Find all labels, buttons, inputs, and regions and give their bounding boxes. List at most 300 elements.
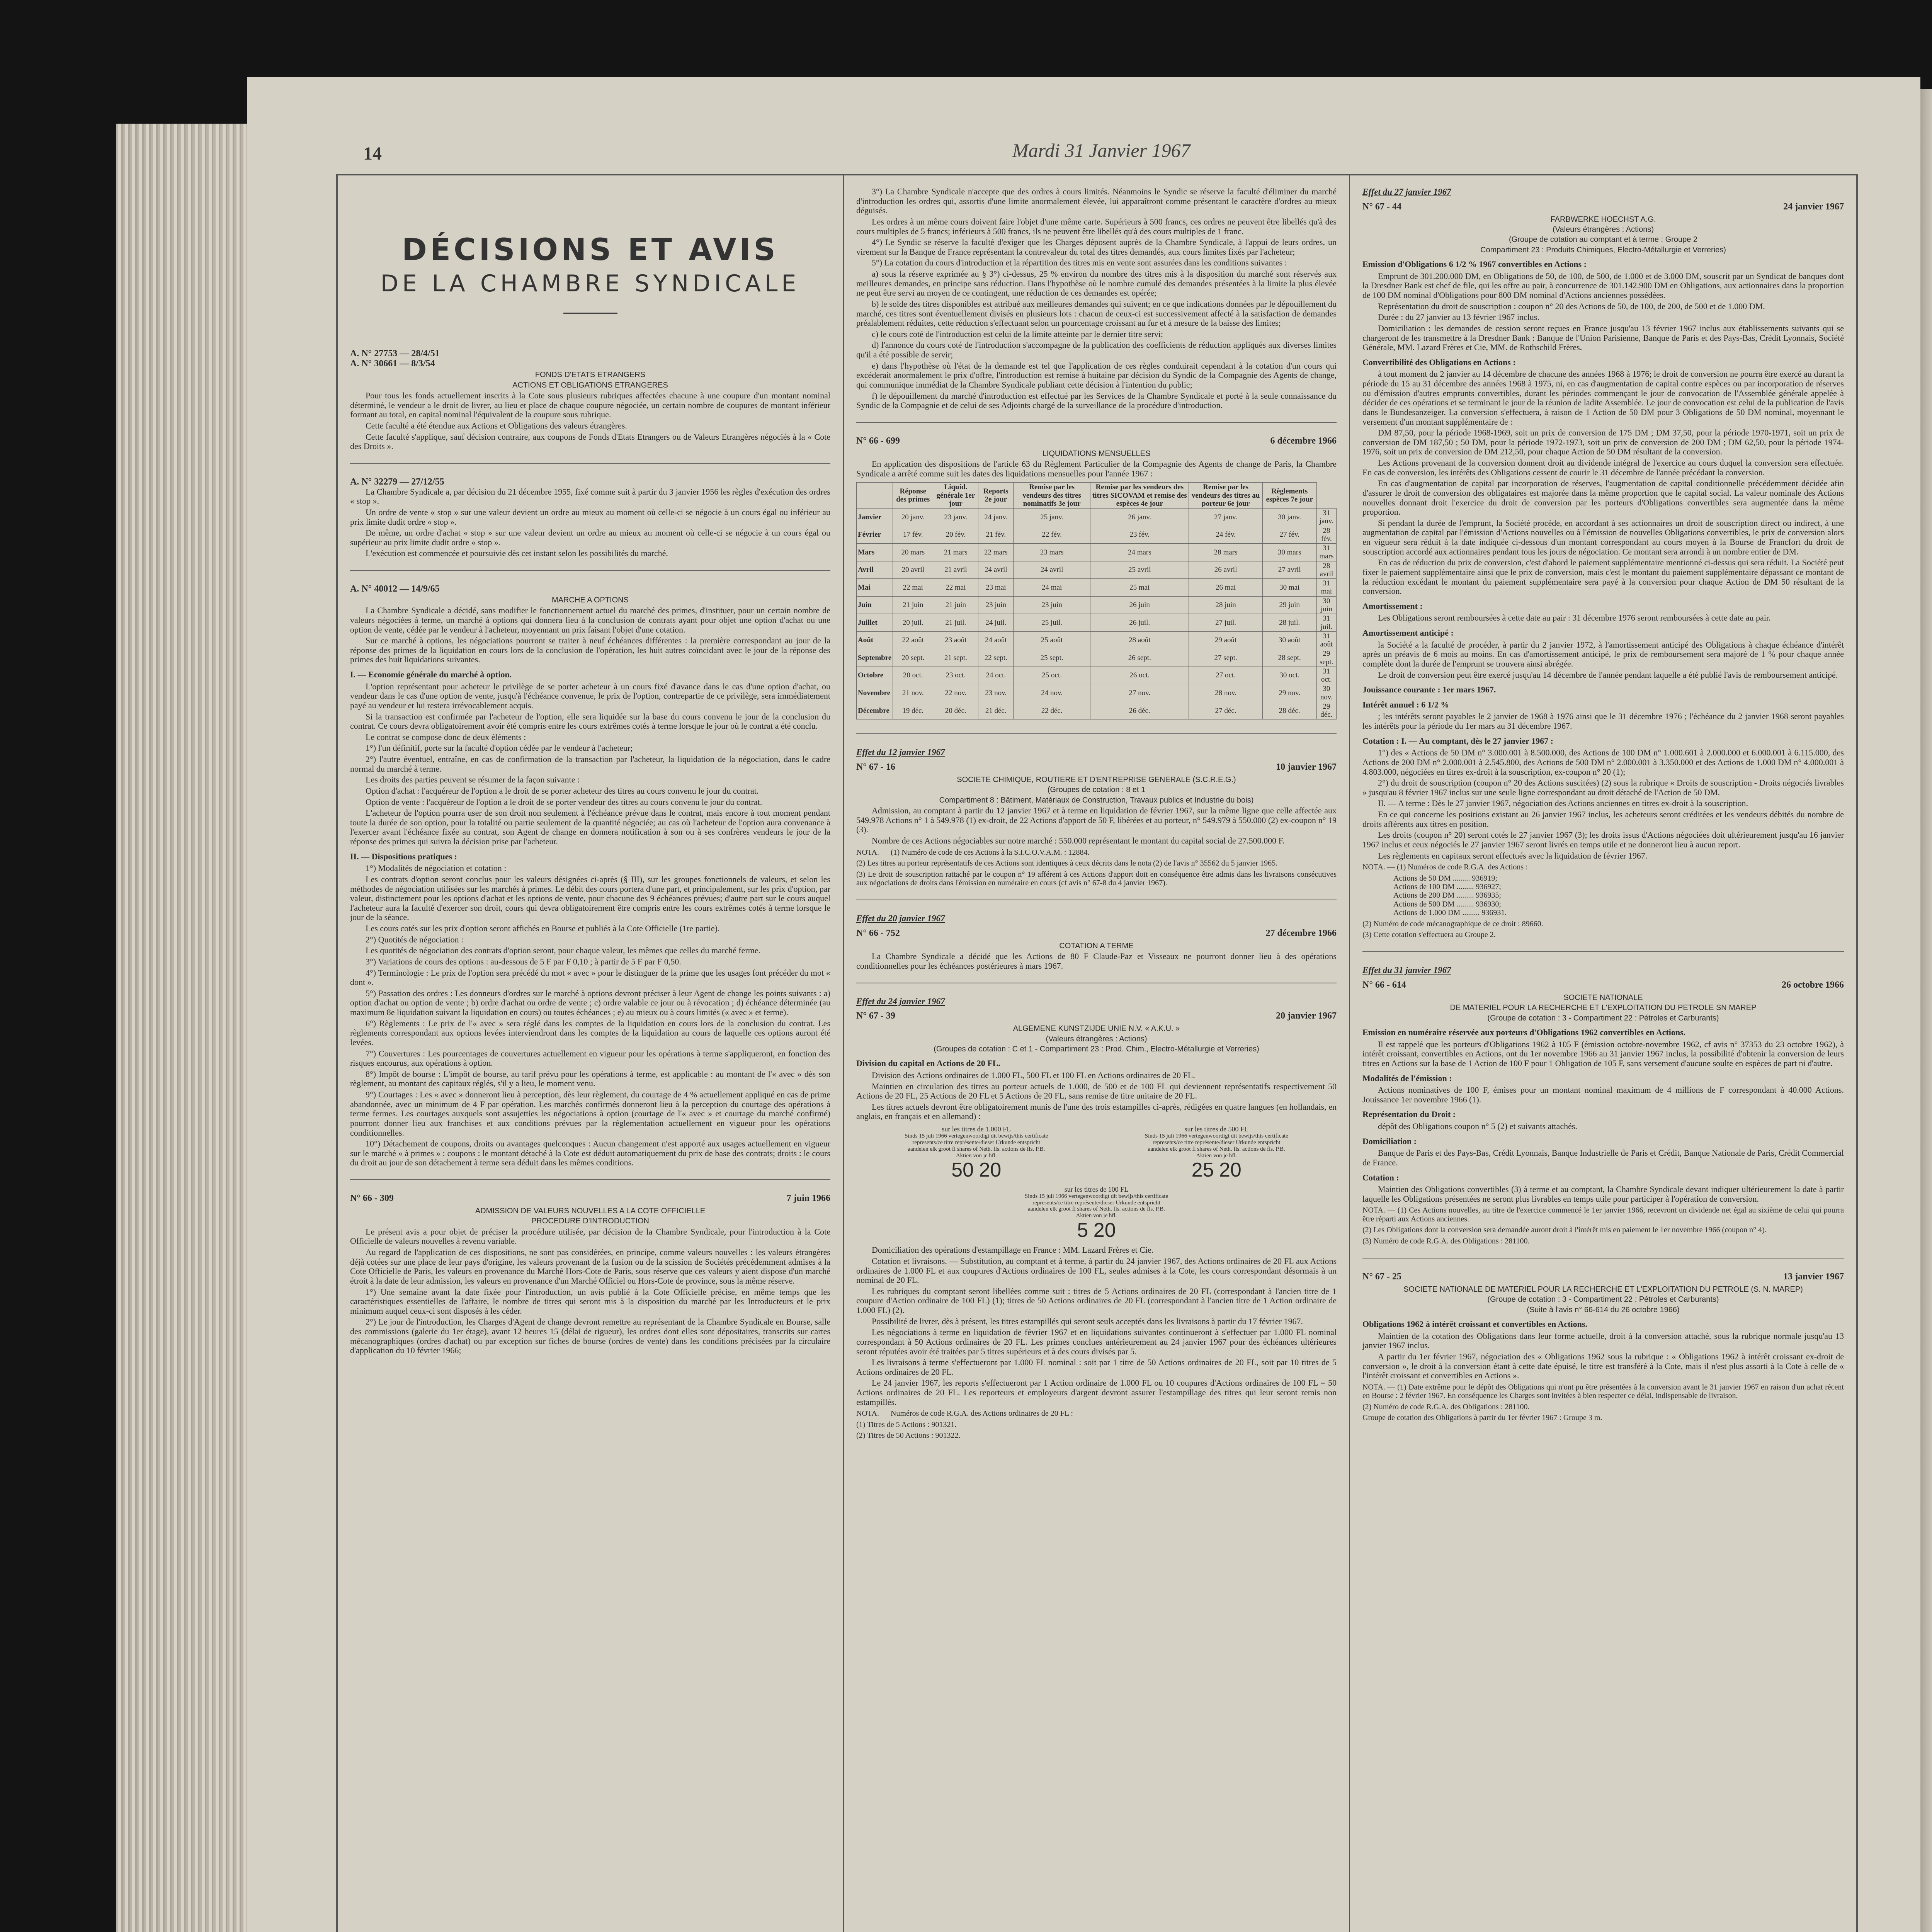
notice-date: 24 janvier 1967: [1783, 201, 1844, 212]
column-left: [338, 175, 844, 1932]
stamp-count: 5: [1077, 1219, 1088, 1242]
date-cell: 22 déc.: [1014, 702, 1090, 719]
code-item: Actions de 100 DM ......... 936927;: [1393, 882, 1501, 891]
notice-ref: A. N° 27753 — 28/4/51: [350, 348, 440, 359]
date-cell: 20 janv.: [893, 509, 933, 526]
date-cell: 23 oct.: [933, 667, 978, 684]
date-cell: 27 sept.: [1189, 649, 1262, 667]
notice-heading: ALGEMENE KUNSTZIJDE UNIE N.V. « A.K.U. »: [1013, 1024, 1180, 1033]
date-cell: 28 août: [1090, 631, 1189, 649]
date-cell: 23 juin: [1014, 596, 1090, 614]
paragraph: 8°) Impôt de bourse : L'impôt de bourse, au tarif prévu pour les opérations à terme, est applicable : au montant de l'« avec » dès son règlement, au montant des capitaux réglés, s'il y a lieu, le moment venu.: [350, 1069, 830, 1088]
paragraph: 2°) Le jour de l'introduction, les Charges d'Agent de change devront remettre au représentant de la Chambre Syndicale en Bourse, salle des commissions (galerie du 1er étage), avant 12 heures 15 (délai de rigueur), les ordres dont elles sont dépositaires, transcrits sur cartes mécanographiques (ordres d'achat) ou par exception sur fiches de bourse (ordres de vente) dans les conditions précisées par la circulaire d'application du 10 février 1966;: [350, 1317, 830, 1355]
month-cell: Février: [857, 526, 893, 544]
table-row: [857, 667, 1337, 684]
paragraph: Les livraisons à terme s'effectueront par 1.000 FL nominal : soit par 1 titre de 50 Actions ordinaires de 20 FL, soit par 10 titres de 5 Actions ordinaires de 20 FL.: [856, 1357, 1337, 1377]
date-cell: 26 sept.: [1090, 649, 1189, 667]
paragraph: Division des Actions ordinaires de 1.000 FL, 500 FL et 100 FL en Actions ordinaires de 20 FL.: [872, 1070, 1195, 1080]
notice-heading: DE MATERIEL POUR LA RECHERCHE ET L'EXPLOITATION DU PETROLE SN MAREP: [1450, 1003, 1757, 1012]
paragraph: L'option représentant pour acheteur le privilège de se porter acheteur à un cours fixé d'avance dans le cas d'une option d'achat, ou vendeur dans le cas d'une option de vente, jusqu'à l'échéance convenue, le prix de l'option, contrepartie de ce privilège, sera immédiatement payé au vendeur et lui restera irrévocablement acquis.: [350, 681, 830, 710]
subheading: Représentation du Droit :: [1362, 1109, 1456, 1119]
paragraph: En ce qui concerne les positions existant au 26 janvier 1967 inclus, les acheteurs seront créditées et les vendeurs débités du nombre de droits afférents aux titres en position.: [1362, 810, 1844, 829]
paragraph: Sur ce marché à options, les négociations pourront se traiter à neuf échéances différentes : la première correspondant au jour de la réponse des primes de la liquidation en cours lors de la conclusion de l'opération, les huit autres coïncidant avec le jour de la réponse des primes des huit liquidations suivantes.: [350, 636, 830, 665]
date-cell: 24 fév.: [1189, 526, 1262, 544]
notice-snmarep-issue: [1362, 965, 1844, 1259]
paragraph: Les titres actuels devront être obligatoirement munis de l'une des trois estampilles ci-après, rédigées en quatre langues (en hollandais, en anglais, en français et en allemand) :: [856, 1102, 1337, 1121]
date-cell: 17 fév.: [893, 526, 933, 544]
paragraph: Si pendant la durée de l'emprunt, la Société procède, en accordant à ses actionnaires un droit de souscription direct ou indirect, à une augmentation de capital par l'émission d'Actions nouvelles ou à l'émission de nouvelles Obligations convertibles, le prix de conversion alors en vigueur sera réduit à la date indiquée ci-dessous d'un montant correspondant au cours moyen à la Bourse de Francfort du droit de souscription accordé aux actionnaires pendant tous les jours de négociation. Ce montant sera arrondi à un nombre entier de DM.: [1362, 518, 1844, 556]
date-cell: 26 déc.: [1090, 702, 1189, 719]
date-cell: 20 oct.: [893, 667, 933, 684]
date-cell: 22 fév.: [1014, 526, 1090, 544]
date-cell: 26 juin: [1090, 596, 1189, 614]
paragraph: 1°) Une semaine avant la date fixée pour l'introduction, un avis publié à la Cote Officielle précise, en même temps que les caractéristiques essentielles de l'affaire, le nombre de titres qui seront mis à la disposition du marché par les Introducteurs et le prix minimum auquel ceux-ci sont disposés à les céder.: [350, 1287, 830, 1316]
code-item: Actions de 500 DM ......... 936930;: [1393, 900, 1501, 908]
table-column-header: Règlements espèces 7e jour: [1262, 483, 1316, 509]
month-cell: Novembre: [857, 684, 893, 702]
paragraph: 5°) Passation des ordres : Les donneurs d'ordres sur le marché à options devront préciser à leur Agent de change les points suivants : a) option d'achat ou option de vente ; b) ordre d'achat ou ordre de vente ; c) ordre valable ce jour ou à révocation ; d) échéance déterminée (au maximum 8e liquidation suivant la liquidation en cours) ou toutes échéances ; e) au mieux ou à cours limités (« avec » et ferme).: [350, 988, 830, 1017]
paragraph: 1°) des « Actions de 50 DM n° 3.000.001 à 8.500.000, des Actions de 100 DM n° 1.000.601 à 2.000.000 et 6.000.001 à 6.115.000, des Actions de 200 DM n° 2.000.001 à 2.545.800, des Actions de 500 DM n° 2.000.001 à 3.350.000 et des Actions de 1.000 DM n° 4.000.001 à 4.803.000, négociées en titres ex-droit à la souscription, ex-coupon n° 20 (1);: [1362, 748, 1844, 777]
date-cell: 31 mai: [1316, 579, 1336, 597]
date-cell: 26 avril: [1189, 561, 1262, 579]
table-column-header: Réponse des primes: [893, 483, 933, 509]
paragraph: En cas de réduction du prix de conversion, c'est d'abord le paiement supplémentaire mentionné ci-dessus qui sera réduit. La Société peut fixer le paiement supplémentaire ainsi que le prix de conversion, mais c'est le montant du paiement supplémentaire dépassant ce montant de la réduction excédant le montant du paiement supplémentaire sera payé à la conversion pour chaque Action de DM 50 résultant de la conversion.: [1362, 558, 1844, 596]
subheading: Emission en numéraire réservée aux porteurs d'Obligations 1962 convertibles en Actions.: [1362, 1027, 1686, 1037]
date-cell: 30 nov.: [1316, 684, 1336, 702]
date-cell: 22 sept.: [978, 649, 1014, 667]
table-row: [857, 509, 1337, 526]
date-cell: 24 avril: [978, 561, 1014, 579]
month-cell: Septembre: [857, 649, 893, 667]
date-cell: 23 mars: [1014, 544, 1090, 561]
paragraph: 3°) La Chambre Syndicale n'accepte que des ordres à cours limités. Néanmoins le Syndic se réserve la faculté d'éliminer du marché d'introduction les ordres qui, assortis d'une limite anormalement élevée, lui apparaîtront comme présentant le caractère d'ordres au mieux déguisés.: [856, 187, 1337, 216]
date-cell: 26 janv.: [1090, 509, 1189, 526]
notice-heading: ADMISSION DE VALEURS NOUVELLES A LA COTE OFFICIELLE: [475, 1206, 706, 1215]
code-item: Actions de 50 DM ......... 936919;: [1393, 874, 1497, 883]
notice-ref: N° 67 - 16: [856, 762, 895, 772]
paragraph: Le contrat se compose donc de deux éléments :: [366, 732, 526, 742]
paragraph: Il est rappelé que les porteurs d'Obligations 1962 à 105 F (émission octobre-novembre 1962, cf avis n° 37353 du 23 octobre 1962), à intérêt croissant, convertibles en Actions, ont du 1er novembre 1966 au 31 janvier 1967 inclus, la possibilité d'obtenir la conversion de leurs titres en Actions sur la base de 1 Action de 100 F pour 1 Obligation de 105 F, sans versement d'aucune soulte en espèces de part ni d'autre.: [1362, 1039, 1844, 1068]
notice-heading: MARCHE A OPTIONS: [552, 595, 629, 604]
subheading: Cotation : I. — Au comptant, dès le 27 janvier 1967 :: [1362, 736, 1553, 746]
date-cell: 23 mai: [978, 579, 1014, 597]
stamp-1000fl: [903, 1125, 1050, 1182]
paragraph: A partir du 1er février 1967, négociation des « Obligations 1962 sous la rubrique : « Obligations 1962 à intérêt croissant ex-droit de conversion », le droit à la conversion étant à cette date épuisé, le titre est transféré à la Cote, mais il n'est plus assorti à la Cote à celle de « l'intérêt croissant et convertibles en Actions ».: [1362, 1351, 1844, 1381]
date-cell: 24 janv.: [978, 509, 1014, 526]
table-row: [857, 614, 1337, 632]
table-row: [857, 544, 1337, 561]
paragraph: Pour tous les fonds actuellement inscrits à la Cote sous plusieurs rubriques affectées chacune à une coupure d'un montant nominal déterminé, le vendeur a le droit de livrer, au lieu et place de chaque coupure négociée, un certain nombre de coupures de montant inférieur formant au total, en capital nominal l'équivalent de la coupure sous rubrique.: [350, 391, 830, 420]
notice-ref: N° 66 - 614: [1362, 980, 1406, 990]
paragraph: Maintien des Obligations convertibles (3) à terme et au comptant, la Chambre Syndicale devant indiquer ultérieurement la date à partir laquelle les Obligations présentées ne seront plus livrables en temps utile pour participer à l'opération de conversion.: [1362, 1184, 1844, 1204]
date-cell: 22 août: [893, 631, 933, 649]
stamp-count: 50: [951, 1159, 974, 1182]
nota: (2) Titres de 50 Actions : 901322.: [856, 1431, 961, 1440]
notice-ref: A. N° 30661 — 8/3/54: [350, 359, 435, 369]
paragraph: Représentation du droit de souscription : coupon n° 20 des Actions de 50, de 100, de 200, de 500 et de 1.000 DM.: [1378, 301, 1765, 311]
subheading: Amortissement :: [1362, 601, 1423, 611]
subheading: Amortissement anticipé :: [1362, 628, 1454, 638]
date-cell: 30 août: [1262, 631, 1316, 649]
date-cell: 26 juil.: [1090, 614, 1189, 632]
paragraph: La Chambre Syndicale a, par décision du 21 décembre 1955, fixé comme suit à partir du 3 janvier 1956 les règles d'exécution des ordres « stop ».: [350, 486, 830, 506]
paragraph: Admission, au comptant à partir du 12 janvier 1967 et à terme en liquidation de février 1967, sur la même ligne que celle affectée aux 549.978 Actions n° 1 à 549.978 (1) ex-droit, de 22 Actions d'apport de 50 F, libérées et au porteur, n° 549.979 à 550.000 (2) ex-coupon n° 19 (3).: [856, 806, 1337, 835]
subheading: Modalités de l'émission :: [1362, 1073, 1452, 1083]
paragraph: b) le solde des titres disponibles est attribué aux meilleures demandes qui suivent; en ce que indications données par le dépouillement du marché, ces titres sont éventuellement divisés en plusieurs lots : chacun de ceux-ci est successivement affecté à la satisfaction de demandes préalablement réduites, cette réduction s'effectuant selon un pourcentage croissant au fur et à mesure de la baisse des limites;: [856, 299, 1337, 328]
nota: NOTA. — Numéros de code R.G.A. des Actions ordinaires de 20 FL :: [856, 1409, 1073, 1418]
title-rule: [563, 313, 617, 314]
paragraph: Le droit de conversion peut être exercé jusqu'au 14 décembre de l'année pendant laquelle a été publié l'avis de remboursement anticipé.: [1378, 670, 1838, 680]
date-cell: 25 août: [1014, 631, 1090, 649]
month-cell: Juin: [857, 596, 893, 614]
subheading: Jouissance courante : 1er mars 1967.: [1362, 685, 1496, 695]
subheading: Domiciliation :: [1362, 1136, 1417, 1146]
paragraph: 1°) Modalités de négociation et cotation :: [366, 863, 507, 873]
paragraph: 7°) Couvertures : Les pourcentages de couvertures actuellement en vigueur pour les opérations à terme s'appliqueront, en fonction des risques encourus, aux opérations à option.: [350, 1048, 830, 1068]
paragraph: 9°) Courtages : Les « avec » donneront lieu à perception, dès leur règlement, du courtage de 4 % actuellement appliqué en cas de prime abandonnée, avec un minimum de 4 F par opération. Les marchés confirmés donneront lieu à la perception du courtage des opérations à terme fermes. Les courtages auxquels sont assujetties les négociations à option (courtage de l'« avec » et courtage du marché confirmé) pourront donner lieu aux franchises et aux conditions prévues par la réglementation actuellement en vigueur pour les opérations conditionnelles.: [350, 1090, 830, 1138]
month-cell: Mars: [857, 544, 893, 561]
table-column-header: Remise par les vendeurs des titres au porteur 6e jour: [1189, 483, 1262, 509]
notice-heading: (Groupes de cotation : C et 1 - Compartiment 23 : Prod. Chim., Electro-Métallurgie et Verreries): [934, 1044, 1259, 1053]
date-cell: 31 janv.: [1316, 509, 1336, 526]
paragraph: 4°) Terminologie : Le prix de l'option sera précédé du mot « avec » pour le distinguer de la prime que les usages font précéder du mot « dont ».: [350, 968, 830, 987]
notice-header: [856, 1011, 1337, 1021]
notice-ref: N° 67 - 25: [1362, 1272, 1401, 1282]
date-cell: 22 mai: [893, 579, 933, 597]
table-column-header: Liquid. générale 1er jour: [933, 483, 978, 509]
paragraph: Au regard de l'application de ces dispositions, ne sont pas considérées, en principe, comme valeurs nouvelles : les valeurs étrangères déjà cotées sur une place de leur pays d'origine, les valeurs provenant de la fusion ou de la scission de Sociétés précédemment admises à la Cote Officielle de Paris, les valeurs en provenance du Marché Hors-Cote de Paris, sous réserve que ces valeurs y aient dispose d'un marché étroit à la date de leur admission, les valeurs en provenance d'un Marché Officiel ou Hors-Cote de province, sous la même réserve.: [350, 1247, 830, 1286]
date-cell: 22 mai: [933, 579, 978, 597]
paragraph: Le présent avis a pour objet de préciser la procédure utilisée, par décision de la Chambre Syndicale, pour l'introduction à la Cote Officielle de valeurs nouvelles à revenu variable.: [350, 1226, 830, 1246]
date-cell: 24 nov.: [1014, 684, 1090, 702]
paragraph: En application des dispositions de l'article 63 du Règlement Particulier de la Compagnie des Agents de change de Paris, la Chambre Syndicale a arrêté comme suit les dates des liquidations mensuelles pour l'année 1967 :: [856, 459, 1337, 478]
date-cell: 22 nov.: [933, 684, 978, 702]
notice-heading: Compartiment 8 : Bâtiment, Matériaux de Construction, Travaux publics et Industrie du bois): [939, 796, 1254, 804]
date-cell: 23 juin: [978, 596, 1014, 614]
table-column-header: Remise par les vendeurs des titres nominatifs 3e jour: [1014, 483, 1090, 509]
date-cell: 28 mars: [1189, 544, 1262, 561]
date-cell: 27 avril: [1262, 561, 1316, 579]
date-cell: 21 nov.: [893, 684, 933, 702]
stamp-label: sur les titres de 100 FL: [1064, 1185, 1129, 1193]
date-cell: 28 avril: [1316, 561, 1336, 579]
date-cell: 28 nov.: [1189, 684, 1262, 702]
month-cell: Janvier: [857, 509, 893, 526]
table-body: [857, 509, 1337, 719]
stamp-text: Sinds 15 juli 1966 vertegenwoordigt dit bewijs/this certificate represents/ce titre représente/dieser Urkunde entspricht aandelen elk groot fl shares of Neth. fls. actions de fls. P.B. Aktien von je hfl.: [1024, 1193, 1168, 1219]
stamp-label: sur les titres de 1.000 FL: [942, 1125, 1011, 1133]
date-cell: 21 avril: [933, 561, 978, 579]
notice-hoechst: [1362, 187, 1844, 952]
stamp-nominal: 20: [979, 1159, 1002, 1182]
column-middle: [844, 175, 1350, 1932]
nota: (2) Les Obligations dont la conversion sera demandée auront droit à l'intérêt mis en paiement le 1er novembre 1966 (coupon n° 4).: [1362, 1226, 1767, 1235]
paragraph: Banque de Paris et des Pays-Bas, Crédit Lyonnais, Banque Industrielle de Paris et Crédit, Banque Nationale de Paris, Crédit Commercial de France.: [1362, 1148, 1844, 1167]
date-cell: 25 oct.: [1014, 667, 1090, 684]
date-cell: 20 sept.: [893, 649, 933, 667]
paragraph: Durée : du 27 janvier au 13 février 1967 inclus.: [1378, 312, 1539, 322]
notice-ref: A. N° 32279 — 27/12/55: [350, 476, 444, 487]
paragraph: Maintien de la cotation des Obligations dans leur forme actuelle, droit à la conversion attaché, sous la rubrique normale jusqu'au 13 janvier 1967 inclus.: [1362, 1331, 1844, 1350]
notice-screg: [856, 747, 1337, 900]
notice-snmarep-bonds: [1362, 1272, 1844, 1434]
date-cell: 29 août: [1189, 631, 1262, 649]
paragraph: Les ordres à un même cours doivent faire l'objet d'une même carte. Supérieurs à 500 francs, ces ordres ne peuvent être libellés qu'à des cours multiples de 5 francs; inférieurs à 500 francs, ils ne peuvent être libellés qu'à des cours multiples de 1 franc.: [856, 216, 1337, 236]
paragraph: Les rubriques du comptant seront libellées comme suit : titres de 5 Actions ordinaires de 20 FL (correspondant à l'ancien titre de 1 coupure d'Action ordinaire de 100 FL) (1); titres de 50 Actions ordinaires de 20 FL (correspondant à l'ancien titre de 1 Action ordinaire de 1.000 FL) (2).: [856, 1286, 1337, 1315]
date-cell: 23 janv.: [933, 509, 978, 526]
stamp-nominal: 20: [1219, 1159, 1242, 1182]
date-cell: 29 nov.: [1262, 684, 1316, 702]
effective-date: Effet du 31 janvier 1967: [1362, 965, 1451, 975]
stamp-examples: [856, 1185, 1337, 1242]
date-cell: 20 fév.: [933, 526, 978, 544]
paragraph: Les droits des parties peuvent se résumer de la façon suivante :: [366, 775, 580, 785]
date-cell: 20 mars: [893, 544, 933, 561]
paragraph: Les Actions provenant de la conversion donnent droit au dividende intégral de l'exercice au cours duquel la conversion sera effectuée. En cas de conversion, les intérêts des Obligations cessent de courir le 31 décembre de l'année précédant la conversion.: [1362, 458, 1844, 477]
notice-heading: (Valeurs étrangères : Actions): [1046, 1034, 1147, 1043]
date-cell: 25 mai: [1090, 579, 1189, 597]
nota: (2) Les titres au porteur représentatifs de ces Actions sont identiques à ceux décrits dans le nota (2) de l'avis n° 35562 du 5 janvier 1965.: [856, 859, 1278, 868]
paragraph: Cette faculté a été étendue aux Actions et Obligations des valeurs étrangères.: [366, 420, 627, 430]
subheading: Convertibilité des Obligations en Actions :: [1362, 357, 1516, 367]
nota: (3) Le droit de souscription rattaché par le coupon n° 19 afférent à ces Actions d'apport doit en conséquence être admis dans les livraisons consécutives aux négociations de droits dans l'émission en numéraire en cours (cf avis n° 67-8 du 4 janvier 1967).: [856, 870, 1337, 887]
notice-heading: COTATION A TERME: [1059, 941, 1134, 950]
date-cell: 31 mars: [1316, 544, 1336, 561]
paragraph: L'acheteur de l'option pourra user de son droit non seulement à l'échéance prévue dans le contrat, mais encore à tout moment pendant toute la durée de son option, pour la totalité ou partie seulement de la quantité négociée; au cas où l'acheteur de l'option aura convenance à l'exercer avant l'échéance fixée au contrat, son Agent de change en donnera notification à son ou à ses confrères vendeurs le jour de la réponse des primes qui suivra la décision prise par l'acheteur.: [350, 808, 830, 847]
paragraph: La Chambre Syndicale a décidé que les Actions de 80 F Claude-Paz et Visseaux ne pourront donner lieu à des opérations conditionnelles pour les échéances postérieures à mars 1967.: [856, 951, 1337, 971]
date-cell: 29 déc.: [1316, 702, 1336, 719]
code-list: [1393, 874, 1844, 917]
date-cell: 30 mars: [1262, 544, 1316, 561]
paragraph: 2°) l'autre éventuel, entraîne, en cas de confirmation de la transaction par l'acheteur, la liquidation de la négociation, dans le cadre normal du marché à terme.: [350, 754, 830, 774]
date-cell: 24 mars: [1090, 544, 1189, 561]
notice-header: [856, 436, 1337, 446]
paragraph: Les droits (coupon n° 20) seront cotés le 27 janvier 1967 (3); les droits issus d'Actions négociées doit ultérieurement jusqu'au 16 janvier 1967 inclus et ceux négociés le 27 janvier 1967 seront livrés en temps utile et ne donneront lieu à aucun report.: [1362, 830, 1844, 849]
paragraph: Possibilité de livrer, dès à présent, les titres estampillés qui seront seuls acceptés dans les livraisons à partir du 17 février 1967.: [872, 1316, 1303, 1326]
notice-heading: LIQUIDATIONS MENSUELLES: [1042, 449, 1151, 458]
paragraph: L'exécution est commencée et poursuivie dès cet instant selon les possibilités du marché.: [366, 548, 668, 558]
page-date: Mardi 31 Janvier 1967: [1012, 139, 1190, 161]
stamp-nominal: 20: [1093, 1219, 1116, 1242]
notice-foreign-funds: [350, 349, 830, 464]
notice-ref: N° 66 - 699: [856, 435, 900, 446]
notice-heading: (Groupe de cotation au comptant et à terme : Groupe 2: [1509, 235, 1698, 244]
main-subtitle: DE LA CHAMBRE SYNDICALE: [380, 270, 800, 298]
date-cell: 21 juin: [933, 596, 978, 614]
notice-heading: PROCEDURE D'INTRODUCTION: [531, 1217, 649, 1226]
page-number: 14: [363, 143, 382, 164]
subheading: Obligations 1962 à intérêt croissant et convertibles en Actions.: [1362, 1319, 1587, 1329]
paragraph: Option de vente : l'acquéreur de l'option a le droit de se porter vendeur des titres au cours convenu le jour du contrat.: [366, 797, 762, 807]
date-cell: 28 juin: [1189, 596, 1262, 614]
date-cell: 26 oct.: [1090, 667, 1189, 684]
main-title: DÉCISIONS ET AVIS: [402, 233, 779, 267]
paragraph: c) le cours coté de l'introduction est celui de la limite atteinte par le dernier titre servi;: [872, 329, 1163, 339]
nota: NOTA. — (1) Date extrême pour le dépôt des Obligations qui n'ont pu être présentées à la conversion avant le 31 janvier 1967 en raison d'un achat récent en Bourse : 2 février 1967. En conséquence les Charges sont invitées à bien respecter ce délai, indispensable de livraison.: [1362, 1383, 1844, 1400]
date-cell: 24 avril: [1014, 561, 1090, 579]
paragraph: 4°) Le Syndic se réserve la faculté d'exiger que les Charges déposent auprès de la Chambre Syndicale, à l'appui de leurs ordres, un virement sur la Banque de France représentant la contrevaleur du total des titres demandés, aux cours limites fixés par l'acheteur;: [856, 237, 1337, 257]
date-cell: 25 juil.: [1014, 614, 1090, 632]
nota: NOTA. — (1) Numéro de code de ces Actions à la S.I.C.O.V.A.M. : 12884.: [856, 848, 1090, 857]
subheading: Division du capital en Actions de 20 FL.: [856, 1058, 1000, 1068]
notice-heading: SOCIETE CHIMIQUE, ROUTIERE ET D'ENTREPRISE GENERALE (S.C.R.E.G.): [957, 776, 1236, 784]
date-cell: 28 déc.: [1262, 702, 1316, 719]
date-cell: 31 août: [1316, 631, 1336, 649]
month-cell: Mai: [857, 579, 893, 597]
paragraph: Si la transaction est confirmée par l'acheteur de l'option, elle sera liquidée sur la base du cours convenu le jour de la conclusion du contrat. Ce cours devra obligatoirement avoir été compris entre les cours extrêmes cotés à terme lorsque le jour où le contrat a été conclu.: [350, 711, 830, 731]
effective-date: Effet du 20 janvier 1967: [856, 913, 945, 923]
date-cell: 27 nov.: [1090, 684, 1189, 702]
table-row: [857, 596, 1337, 614]
paragraph: Les négociations à terme en liquidation de février 1967 et en liquidations suivantes continueront à s'effectuer par 1.000 FL nominal correspondant à 50 Actions ordinaires de 20 FL. Les primes conclues antérieurement au 24 janvier 1967 pour des échéances ultérieures seront réputées avoir été traitées par 5 titres supérieurs et à des cours divisés par 5.: [856, 1327, 1337, 1356]
paragraph: Les cours cotés sur les prix d'option seront affichés en Bourse et publiés à la Cote Officielle (1re partie).: [366, 923, 720, 934]
date-cell: 21 fév.: [978, 526, 1014, 544]
paragraph: 6°) Règlements : Le prix de l'« avec » sera réglé dans les comptes de la liquidation en cours lors de la conclusion du contrat. Les règlements correspondant aux options levées interviendront dans les comptes de la liquidation au cours de laquelle ces options auront été levées.: [350, 1018, 830, 1047]
code-item: Actions de 200 DM ......... 936935;: [1393, 891, 1501, 900]
paragraph: e) dans l'hypothèse où l'état de la demande est tel que l'application de ces règles conduirait cependant à la cotation d'un cours qui excéderait anormalement le prix d'offre, l'introduction est remise à huitaine par décision du Syndic de la Compagnie des Agents de change, qui communique immédiat de la Chambre Syndicale publiant cette décision à l'intention du public;: [856, 361, 1337, 389]
paragraph: la Société a la faculté de procéder, à partir du 2 janvier 1972, à l'amortissement anticipé des Obligations à chaque échéance d'intérêt après un préavis de 6 mois au moins. En cas d'amortissement anticipé, le prix de remboursement sera majoré de 1 % pour chaque année complète dont la durée de l'emprunt se trouvera ainsi abrégée.: [1362, 639, 1844, 668]
month-cell: Août: [857, 631, 893, 649]
right-page-edge: [1920, 89, 1932, 1932]
date-cell: 30 juin: [1316, 596, 1336, 614]
month-cell: Avril: [857, 561, 893, 579]
notice-heading: Compartiment 23 : Produits Chimiques, Electro-Métallurgie et Verreries): [1480, 245, 1726, 254]
date-cell: 25 avril: [1090, 561, 1189, 579]
date-cell: 25 janv.: [1014, 509, 1090, 526]
effective-date: Effet du 27 janvier 1967: [1362, 187, 1451, 197]
nota: Groupe de cotation des Obligations à partir du 1er février 1967 : Groupe 3 m.: [1362, 1413, 1602, 1422]
subheading: I. — Economie générale du marché à option.: [350, 670, 512, 680]
notice-header: [856, 762, 1337, 772]
notice-ref: N° 66 - 752: [856, 928, 900, 939]
paragraph: dépôt des Obligations coupon n° 5 (2) et suivants attachés.: [1378, 1121, 1577, 1131]
paragraph: Emprunt de 301.200.000 DM, en Obligations de 50, de 100, de 500, de 1.000 et de 3.000 DM, souscrit par un Syndicat de banques dont la Dresdner Bank est chef de file, qui les offre au pair, à concurrence de 301.142.900 DM en Obligations, aux actionnaires dans la proportion de 100 DM nominal d'Obligations pour 800 DM nominal d'Actions anciennes possédées.: [1362, 271, 1844, 300]
notice-heading: FARBWERKE HOECHST A.G.: [1550, 215, 1656, 224]
notice-stop-orders: [350, 477, 830, 571]
paragraph: Les contrats d'option seront conclus pour les valeurs désignées ci-après (§ III), sur les groupes fonctionnels de valeurs, et selon les méthodes de négociation utilisées sur les marchés à primes. Le débit des cours portera d'une part, et principalement, sur les prix d'option, par valeur, distinctement pour les options d'achat et les options de vente, pour chacune des 9 échéances prévues; d'autre part sur le cours auquel l'acheteur aura la faculté d'exercer son droit, cours qui devra obligatoirement être compris entre les cours extrêmes cotés à terme lorsque le jour de la séance.: [350, 874, 830, 922]
date-cell: 21 mars: [933, 544, 978, 561]
stamp-text: Sinds 15 juli 1966 vertegenwoordigt dit bewijs/this certificate represents/ce titre représente/dieser Urkunde entspricht aandelen elk groot fl shares of Neth. fls. actions de fls. P.B. Aktien von je hfl.: [905, 1133, 1048, 1159]
paragraph: Les règlements en capitaux seront effectués avec la liquidation de février 1967.: [1378, 850, 1648, 861]
paragraph: Cotation et livraisons. — Substitution, au comptant et à terme, à partir du 24 janvier 1967, des Actions ordinaires de 20 FL aux Actions ordinaires de 1.000 FL et aux coupures d'Actions ordinaires de 100 FL, seules admises à la Cote, les cours correspondant désormais à un nominal de 20 FL.: [856, 1256, 1337, 1285]
code-item: Actions de 1.000 DM ......... 936931.: [1393, 908, 1507, 917]
notice-date: 13 janvier 1967: [1783, 1272, 1844, 1282]
date-cell: 30 janv.: [1262, 509, 1316, 526]
notice-header: [856, 928, 1337, 939]
date-cell: 29 juin: [1262, 596, 1316, 614]
notice-aku: [856, 997, 1337, 1452]
paragraph: Cette faculté s'applique, sauf décision contraire, aux coupons de Fonds d'Etats Etrangers ou de Valeurs Etrangères négociés à la « Cote des Droits ».: [350, 432, 830, 451]
date-cell: 20 juil.: [893, 614, 933, 632]
table-row: [857, 579, 1337, 597]
liquidation-table: [856, 482, 1337, 719]
notice-forward-listing: [856, 913, 1337, 983]
date-cell: 24 août: [978, 631, 1014, 649]
notice-date: 26 octobre 1966: [1782, 980, 1844, 990]
date-cell: 29 sept.: [1316, 649, 1336, 667]
date-cell: 21 juin: [893, 596, 933, 614]
nota: (3) Cette cotation s'effectuera au Groupe 2.: [1362, 930, 1496, 939]
nota: (1) Titres de 5 Actions : 901321.: [856, 1420, 957, 1429]
notice-date: 20 janvier 1967: [1276, 1011, 1337, 1021]
notice-options-market: [350, 584, 830, 1180]
date-cell: 27 janv.: [1189, 509, 1262, 526]
stamp-examples: [856, 1125, 1337, 1182]
paragraph: Actions nominatives de 100 F, émises pour un montant nominal maximum de 4 millions de F correspondant à 40.000 Actions. Jouissance 1er novembre 1966 (1).: [1362, 1085, 1844, 1104]
date-cell: 28 juil.: [1262, 614, 1316, 632]
paragraph: d) l'annonce du cours coté de l'introduction s'accompagne de la publication des coefficients de réduction appliqués aux diverses limites qu'il a été possible de servir;: [856, 340, 1337, 359]
paragraph: La Chambre Syndicale a décidé, sans modifier le fonctionnement actuel du marché des primes, d'instituer, pour un certain nombre de valeurs négociées à terme, un marché à options qui donnera lieu à la conclusion de contrats ayant pour objet une option d'achat ou une option de vente, cédée par le vendeur à l'acheteur, moyennant un prix faisant l'objet d'une cotation.: [350, 605, 830, 634]
notice-ref: N° 67 - 39: [856, 1011, 895, 1021]
content-frame: [336, 174, 1858, 1932]
date-cell: 21 sept.: [933, 649, 978, 667]
date-cell: 19 déc.: [893, 702, 933, 719]
paragraph: ; les intérêts seront payables le 2 janvier de 1968 à 1976 ainsi que le 31 décembre 1976 ; l'échéance du 2 janvier 1968 seront payables les intérêts pour la période du 1er mars au 31 décembre 1967.: [1362, 711, 1844, 731]
paragraph: 2°) Quotités de négociation :: [366, 934, 464, 944]
notice-ref: N° 66 - 309: [350, 1193, 394, 1204]
date-cell: 28 sept.: [1262, 649, 1316, 667]
table-column-header: [857, 483, 893, 509]
column-right: [1350, 175, 1856, 1932]
nota: (3) Numéro de code R.G.A. des Obligations : 281100.: [1362, 1236, 1530, 1245]
paragraph: 2°) du droit de souscription (coupon n° 20 des Actions suscitées) (2) sous la rubrique « Droits de souscription - Droits négociés livrables » jusqu'au 8 février 1967 inclus sur une seule ligne correspondant au droit détaché de l'Action de 50 DM.: [1362, 778, 1844, 797]
date-cell: 24 mai: [1014, 579, 1090, 597]
table-row: [857, 649, 1337, 667]
paragraph: Maintien en circulation des titres au porteur actuels de 1.000, de 500 et de 100 FL qui deviennent représentatifs respectivement 50 Actions de 20 FL, 25 Actions de 20 FL et 5 Actions de 20 FL, sans remise de titre unitaire de 20 FL.: [856, 1081, 1337, 1101]
notice-ref: A. N° 40012 — 14/9/65: [350, 584, 440, 594]
month-cell: Octobre: [857, 667, 893, 684]
effective-date: Effet du 24 janvier 1967: [856, 996, 945, 1006]
notice-heading: SOCIETE NATIONALE: [1563, 993, 1643, 1002]
paragraph: Un ordre de vente « stop » sur une valeur devient un ordre au mieux au moment où celle-ci se négocie à un cours égal ou inférieur au prix limite dudit ordre « stop ».: [350, 507, 830, 527]
date-cell: 27 oct.: [1189, 667, 1262, 684]
subheading: Cotation :: [1362, 1172, 1399, 1182]
notice-heading: (Groupe de cotation : 3 - Compartiment 22 : Pétroles et Carburants): [1487, 1295, 1719, 1304]
notice-header: [350, 1193, 830, 1204]
notice-header: [1362, 202, 1844, 212]
date-cell: 20 déc.: [933, 702, 978, 719]
date-cell: 21 déc.: [978, 702, 1014, 719]
date-cell: 22 mars: [978, 544, 1014, 561]
date-cell: 27 juil.: [1189, 614, 1262, 632]
notice-admission-procedure: [350, 1193, 830, 1367]
paragraph: Nombre de ces Actions négociables sur notre marché : 550.000 représentant le montant du capital social de 27.500.000 F.: [872, 836, 1285, 846]
notice-heading: FONDS D'ETATS ETRANGERS: [535, 371, 646, 379]
paragraph: Domiciliation des opérations d'estampillage en France : MM. Lazard Frères et Cie.: [872, 1245, 1154, 1255]
table-row: [857, 702, 1337, 719]
date-cell: 31 oct.: [1316, 667, 1336, 684]
notice-date: 27 décembre 1966: [1265, 928, 1337, 939]
subheading: II. — Dispositions pratiques :: [350, 851, 457, 861]
nota: (2) Numéro de code R.G.A. des Obligations : 281100.: [1362, 1402, 1530, 1411]
table-row: [857, 526, 1337, 544]
month-cell: Décembre: [857, 702, 893, 719]
nota: NOTA. — (1) Numéros de code R.G.A. des Actions :: [1362, 863, 1528, 872]
table-header-row: [857, 483, 1337, 509]
date-cell: 30 oct.: [1262, 667, 1316, 684]
paragraph: Option d'achat : l'acquéreur de l'option a le droit de se porter acheteur des titres au cours convenu le jour du contrat.: [366, 786, 759, 796]
date-cell: 23 août: [933, 631, 978, 649]
table-row: [857, 631, 1337, 649]
stamp-count: 25: [1191, 1159, 1214, 1182]
paragraph: De même, un ordre d'achat « stop » sur une valeur devient un ordre au mieux au moment où celle-ci se négocie à un cours égal ou supérieur au prix limite dudit ordre « stop ».: [350, 528, 830, 547]
paragraph: f) le dépouillement du marché d'introduction est effectué par les Services de la Chambre Syndicale et porté à la seule connaissance du Syndic de la Compagnie et de celui de ses Adjoints chargé de la surveillance de la procédure d'introduction.: [856, 391, 1337, 410]
paragraph: 3°) Variations de cours des options : au-dessous de 5 F par F 0,10 ; à partir de 5 F par F 0,50.: [366, 956, 681, 966]
notice-ref: N° 67 - 44: [1362, 201, 1401, 212]
notice-heading: (Groupes de cotation : 8 et 1: [1047, 786, 1146, 794]
table-row: [857, 684, 1337, 702]
date-cell: 24 juil.: [978, 614, 1014, 632]
